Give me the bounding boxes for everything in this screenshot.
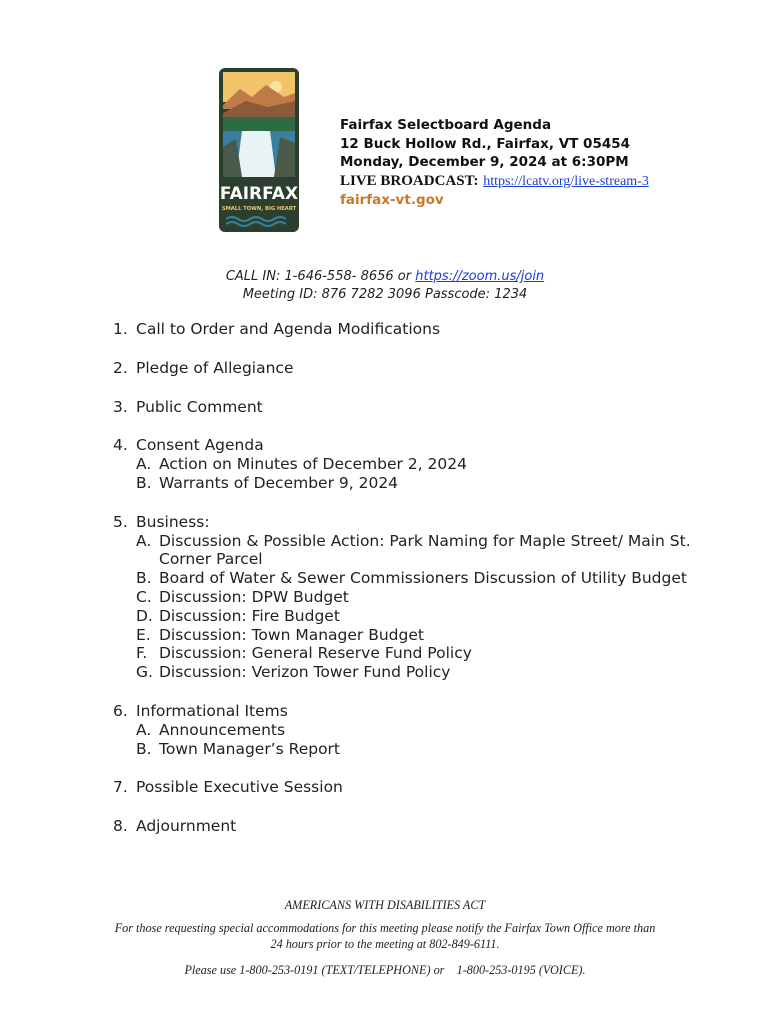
- agenda-subitem-text: Board of Water & Sewer Commissioners Discussion of Utility Budget: [159, 569, 687, 588]
- agenda-list: [113, 320, 699, 856]
- agenda-subitem: [136, 455, 699, 474]
- agenda-item-number: 4.: [113, 436, 128, 455]
- agenda-subitem-letter: G.: [136, 663, 153, 682]
- agenda-item-title: Business:: [136, 512, 210, 531]
- agenda-header: [340, 116, 649, 210]
- agenda-item-number: 8.: [113, 817, 128, 836]
- agenda-subitem-letter: D.: [136, 606, 153, 625]
- agenda-item: [113, 398, 699, 417]
- agenda-item: [113, 359, 699, 378]
- agenda-item-number: 3.: [113, 397, 128, 416]
- header-address: 12 Buck Hollow Rd., Fairfax, VT 05454: [340, 135, 631, 152]
- agenda-item-title: Possible Executive Session: [136, 778, 343, 797]
- agenda-item: [113, 702, 699, 758]
- agenda-subitem-letter: F.: [136, 644, 148, 663]
- agenda-subitem-letter: B.: [136, 569, 152, 588]
- header-website[interactable]: fairfax-vt.gov: [340, 192, 444, 208]
- agenda-subitem-text: Discussion: Fire Budget: [159, 606, 340, 625]
- ada-line-1: For those requesting special accommodations for this meeting please notify the Fairfax Town Office more than: [114, 921, 656, 935]
- broadcast-link[interactable]: https://lcatv.org/live-stream-3: [483, 173, 649, 189]
- agenda-item-number: 6.: [113, 701, 128, 720]
- zoom-link[interactable]: https://zoom.us/join: [415, 269, 545, 284]
- fairfax-logo: [218, 67, 300, 233]
- agenda-subitem: [136, 569, 699, 588]
- broadcast-label: LIVE BROADCAST:: [340, 172, 479, 189]
- agenda-subitem-text: Discussion & Possible Action: Park Naming for Maple Street/ Main St. Corner Parcel: [159, 531, 691, 569]
- logo-name: FAIRFAX: [219, 184, 299, 204]
- agenda-subitem-text: Announcements: [159, 720, 286, 739]
- agenda-subitem-letter: A.: [136, 531, 152, 550]
- ada-phones: Please use 1-800-253-0191 (TEXT/TELEPHONE) or 1-800-253-0195 (VOICE).: [184, 963, 586, 977]
- agenda-subitem: [136, 663, 699, 682]
- agenda-item-title: Informational Items: [136, 701, 288, 720]
- header-title: Fairfax Selectboard Agenda: [340, 117, 552, 133]
- agenda-item-number: 7.: [113, 778, 128, 797]
- agenda-subitem: [136, 607, 699, 626]
- ada-line-2: 24 hours prior to the meeting at 802-849-6111.: [270, 937, 500, 951]
- agenda-item-number: 1.: [113, 320, 128, 338]
- agenda-item-number: 5.: [113, 512, 128, 531]
- agenda-subitem-letter: A.: [136, 720, 152, 739]
- agenda-subitem-letter: B.: [136, 739, 152, 758]
- agenda-item: [113, 320, 699, 339]
- agenda-item-title: Consent Agenda: [136, 436, 264, 455]
- agenda-subitem: [136, 721, 699, 740]
- agenda-subitem-text: Discussion: Town Manager Budget: [159, 625, 424, 644]
- agenda-subitem: [136, 626, 699, 645]
- agenda-subitem-text: Action on Minutes of December 2, 2024: [159, 455, 467, 474]
- call-in-info: [0, 268, 770, 303]
- agenda-subitem: [136, 740, 699, 759]
- header-datetime: Monday, December 9, 2024 at 6:30PM: [340, 154, 629, 170]
- ada-title: AMERICANS WITH DISABILITIES ACT: [284, 898, 486, 912]
- call-in-line: [0, 268, 770, 286]
- agenda-subitem-letter: E.: [136, 625, 151, 644]
- agenda-subitem-letter: C.: [136, 587, 152, 606]
- agenda-subitem-text: Warrants of December 9, 2024: [159, 473, 399, 492]
- agenda-subitem: [136, 644, 699, 663]
- agenda-subitem-letter: A.: [136, 455, 152, 474]
- agenda-subitem: [136, 588, 699, 607]
- call-in-prefix: CALL IN: 1-646-558- 8656 or: [225, 269, 412, 284]
- agenda-item: [113, 513, 699, 682]
- agenda-item-title: Public Comment: [136, 397, 263, 416]
- agenda-item-title: Pledge of Allegiance: [136, 358, 294, 377]
- agenda-item: [113, 436, 699, 492]
- agenda-subitem: [136, 474, 699, 493]
- agenda-item-title: Adjournment: [136, 817, 237, 836]
- agenda-item: [113, 817, 699, 836]
- header-broadcast: [340, 172, 649, 192]
- agenda-subitem-text: Discussion: Verizon Tower Fund Policy: [159, 663, 451, 682]
- agenda-item: [113, 778, 699, 797]
- agenda-item-title: Call to Order and Agenda Modifications: [136, 320, 441, 338]
- agenda-subitem-text: Town Manager’s Report: [159, 739, 340, 758]
- agenda-subitem-text: Discussion: General Reserve Fund Policy: [159, 644, 472, 663]
- meeting-id: Meeting ID: 876 7282 3096 Passcode: 1234: [242, 286, 528, 302]
- agenda-subitem: [136, 532, 699, 570]
- logo-tagline: SMALL TOWN, BIG HEART: [221, 206, 297, 212]
- agenda-subitem-letter: B.: [136, 473, 152, 492]
- agenda-subitem-text: Discussion: DPW Budget: [159, 587, 349, 606]
- agenda-item-number: 2.: [113, 358, 128, 377]
